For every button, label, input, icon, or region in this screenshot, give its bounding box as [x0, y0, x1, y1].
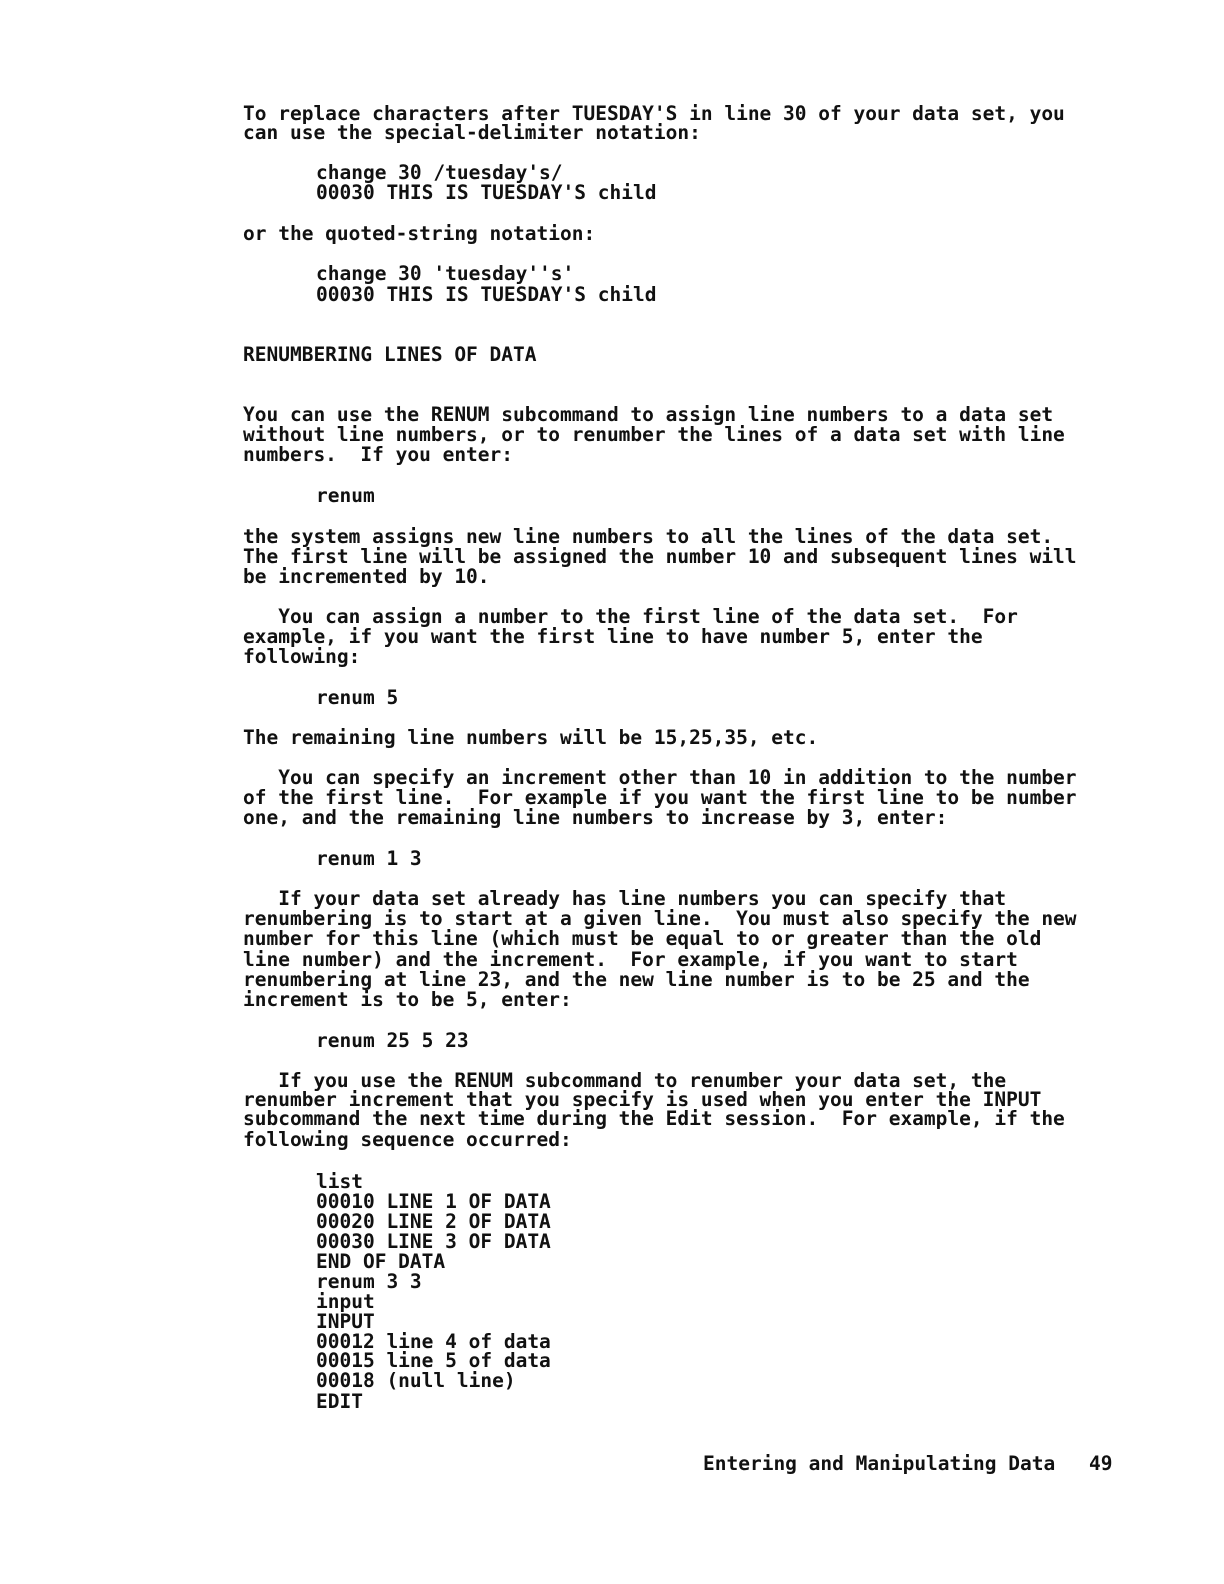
- code-line: change 30 /tuesday's/: [316, 161, 563, 184]
- body-line: If your data set already has line numbers you can specify that: [243, 887, 1007, 910]
- body-line: following:: [243, 645, 361, 668]
- code-line: EDIT: [316, 1390, 363, 1413]
- code-line: renum 5: [316, 686, 399, 709]
- body-line: number for this line (which must be equal to or greater than the old: [243, 927, 1042, 950]
- body-line: You can assign a number to the first line of the data set. For: [243, 605, 1018, 628]
- body-line: be incremented by 10.: [243, 565, 490, 588]
- code-line: list: [316, 1170, 363, 1193]
- code-line: 00030 LINE 3 OF DATA: [316, 1230, 551, 1253]
- body-line: the system assigns new line numbers to all the lines of the data set.: [243, 525, 1054, 548]
- body-line: or the quoted-string notation:: [243, 222, 596, 245]
- section-heading: RENUMBERING LINES OF DATA: [243, 343, 537, 366]
- body-line: increment is to be 5, enter:: [243, 988, 572, 1011]
- body-line: renumbering is to start at a given line. You must also specify the new: [243, 907, 1077, 930]
- body-line: renumbering at line 23, and the new line number is to be 25 and the: [243, 968, 1030, 991]
- code-line: renum 3 3: [316, 1270, 422, 1293]
- body-line: one, and the remaining line numbers to increase by 3, enter:: [243, 806, 948, 829]
- code-line: change 30 'tuesday''s': [316, 262, 575, 285]
- body-line: line number) and the increment. For example, if you want to start: [243, 948, 1018, 971]
- body-line: example, if you want the first line to have number 5, enter the: [243, 625, 983, 648]
- intro-line: To replace characters after TUESDAY'S in line 30 of your data set, you: [243, 102, 1065, 125]
- intro-line: can use the special-delimiter notation:: [243, 121, 701, 144]
- code-line: END OF DATA: [316, 1250, 446, 1273]
- body-line: without line numbers, or to renumber the lines of a data set with line: [243, 423, 1065, 446]
- code-line: renum: [316, 484, 375, 507]
- body-line: subcommand the next time during the Edit session. For example, if the: [243, 1107, 1065, 1130]
- code-line: 00018 (null line): [316, 1369, 516, 1392]
- code-line: renum 1 3: [316, 847, 422, 870]
- code-line: 00012 line 4 of data: [316, 1330, 551, 1353]
- page-number: 49: [1089, 1452, 1113, 1475]
- body-line: numbers. If you enter:: [243, 443, 514, 466]
- body-line: The remaining line numbers will be 15,25,35, etc.: [243, 726, 819, 749]
- code-line: 00010 LINE 1 OF DATA: [316, 1190, 551, 1213]
- footer-title: Entering and Manipulating Data: [703, 1452, 1056, 1475]
- code-line: 00030 THIS IS TUESDAY'S child: [316, 181, 657, 204]
- code-line: 00020 LINE 2 OF DATA: [316, 1210, 551, 1233]
- body-line: The first line will be assigned the number 10 and subsequent lines will: [243, 545, 1077, 568]
- body-line: You can specify an increment other than 10 in addition to the number: [243, 766, 1077, 789]
- code-line: renum 25 5 23: [316, 1029, 469, 1052]
- body-line: of the first line. For example if you want the first line to be number: [243, 786, 1077, 809]
- code-line: 00030 THIS IS TUESDAY'S child: [316, 283, 657, 306]
- code-line: input: [316, 1290, 375, 1313]
- body-line: following sequence occurred:: [243, 1128, 572, 1151]
- code-line: 00015 line 5 of data: [316, 1349, 551, 1372]
- body-line: renumber increment that you specify is used when you enter the INPUT: [243, 1088, 1042, 1111]
- body-line: You can use the RENUM subcommand to assign line numbers to a data set: [243, 403, 1054, 426]
- body-line: If you use the RENUM subcommand to renumber your data set, the: [243, 1069, 1007, 1092]
- code-line: INPUT: [316, 1310, 375, 1333]
